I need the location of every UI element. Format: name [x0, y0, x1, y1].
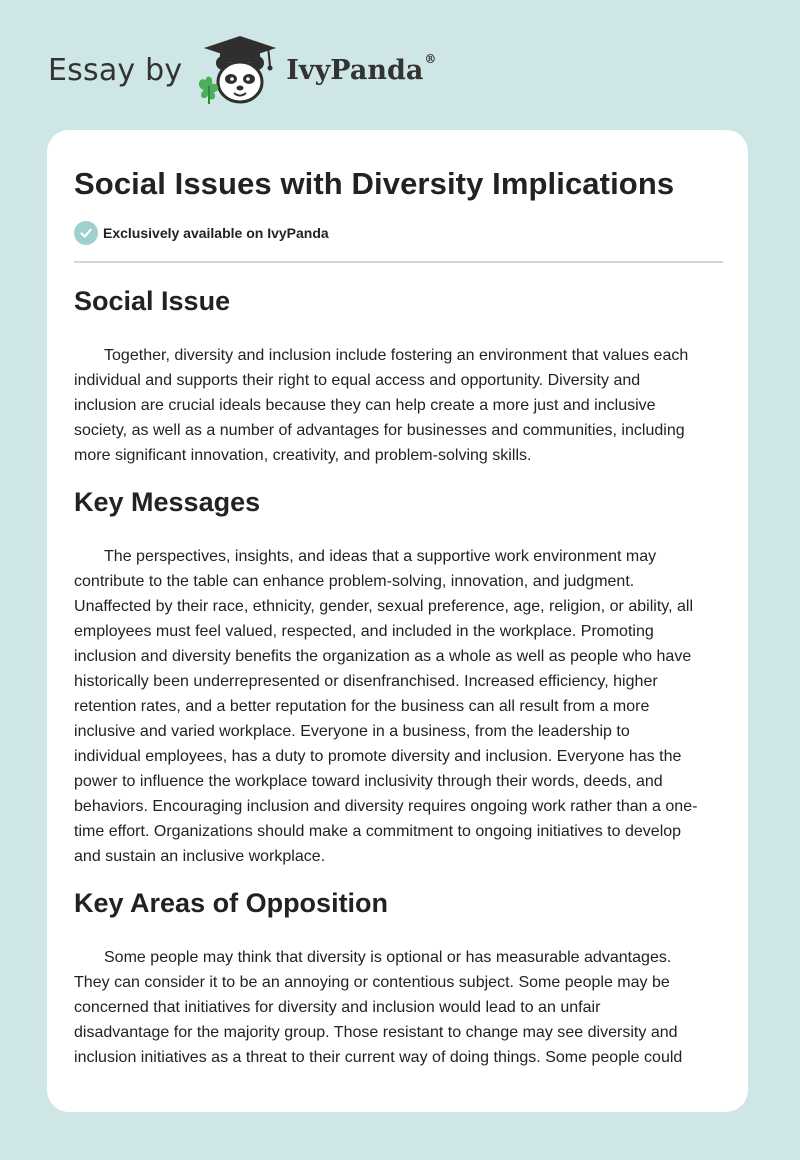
- check-icon: [74, 221, 98, 245]
- paragraph-line: Some people may think that diversity is optional or has measurable advantages.: [104, 949, 672, 966]
- title-divider: [74, 261, 723, 263]
- exclusive-badge: [74, 221, 329, 245]
- brand-name[interactable]: [286, 51, 437, 86]
- paragraph-line: employees must feel valued, respected, and included in the workplace. Promoting: [74, 623, 654, 640]
- paragraph-line: behaviors. Encouraging inclusion and diversity requires ongoing work rather than a one-: [74, 798, 698, 815]
- section-heading-social-issue: Social Issue: [74, 286, 231, 316]
- paragraph-line: inclusion are crucial ideals because they can help create a more just and inclusive: [74, 397, 656, 414]
- paragraph-line: power to influence the workplace toward inclusivity through their words, deeds, and: [74, 773, 663, 790]
- brand-text: IvyPanda: [286, 54, 424, 86]
- paragraph-line: and sustain an inclusive workplace.: [74, 848, 326, 865]
- paragraph-line: disadvantage for the majority group. Those resistant to change may see diversity and: [74, 1024, 678, 1041]
- paragraph-line: individual and supports their right to equal access and opportunity. Diversity and: [74, 372, 641, 389]
- paragraph-line: contribute to the table can enhance problem-solving, innovation, and judgment.: [74, 573, 635, 590]
- paragraph-line: more significant innovation, creativity, and problem-solving skills.: [74, 447, 532, 464]
- page-title: Social Issues with Diversity Implications: [74, 166, 675, 201]
- registered-mark: ®: [424, 51, 437, 66]
- exclusive-badge-label: Exclusively available on IvyPanda: [103, 225, 329, 241]
- panda-logo-icon[interactable]: [194, 30, 280, 110]
- paragraph-line: They can consider it to be an annoying or contentious subject. Some people may be: [74, 974, 670, 991]
- paragraph-line: individual employees, has a duty to promote diversity and inclusion. Everyone has the: [74, 748, 682, 765]
- paragraph-line: historically been underrepresented or disenfranchised. Increased efficiency, higher: [74, 673, 658, 690]
- paragraph-line: inclusive and varied workplace. Everyone in a business, from the leadership to: [74, 723, 630, 740]
- paragraph-line: Together, diversity and inclusion include fostering an environment that values each: [104, 347, 689, 364]
- section-heading-key-messages: Key Messages: [74, 487, 261, 517]
- section-heading-opposition: Key Areas of Opposition: [74, 888, 389, 918]
- site-header: [48, 30, 436, 110]
- paragraph-line: concerned that initiatives for diversity and inclusion would lead to an unfair: [74, 999, 601, 1016]
- paragraph-line: Unaffected by their race, ethnicity, gender, sexual preference, age, religion, or ability, all: [74, 598, 694, 615]
- paragraph-line: inclusion initiatives as a threat to their current way of doing things. Some people could: [74, 1049, 683, 1066]
- paragraph-social-issue: [74, 343, 726, 468]
- paragraph-line: society, as well as a number of advantages for businesses and communities, including: [74, 422, 685, 439]
- essay-card: [47, 130, 748, 1112]
- paragraph-key-messages: [74, 544, 726, 869]
- paragraph-opposition: [74, 945, 726, 1070]
- paragraph-line: time effort. Organizations should make a commitment to ongoing initiatives to develop: [74, 823, 682, 840]
- paragraph-line: inclusion and diversity benefits the organization as a whole as well as people who have: [74, 648, 692, 665]
- paragraph-line: The perspectives, insights, and ideas that a supportive work environment may: [104, 548, 657, 565]
- paragraph-line: retention rates, and a better reputation for the business can all result from a more: [74, 698, 650, 715]
- essay-by-label: Essay by: [48, 52, 183, 88]
